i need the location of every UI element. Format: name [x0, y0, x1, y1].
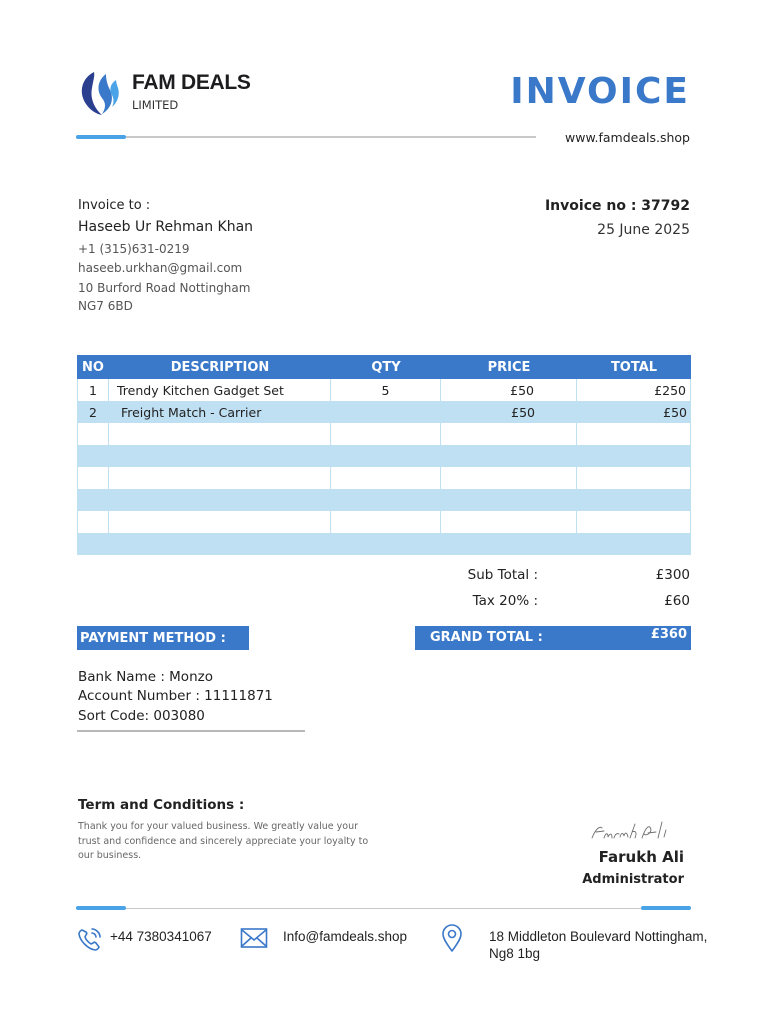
row-price	[441, 467, 577, 489]
row-no: 1	[77, 379, 109, 401]
grand-total-bar	[415, 626, 691, 650]
signatory-name: Farukh Ali	[598, 848, 684, 866]
row-qty	[331, 467, 441, 489]
footer-email[interactable]: Info@famdeals.shop	[283, 929, 408, 944]
row-no	[77, 445, 109, 467]
signatory-role: Administrator	[582, 872, 684, 887]
row-price: £50	[441, 379, 577, 401]
row-description	[109, 489, 331, 511]
row-total	[577, 423, 691, 445]
footer-phone[interactable]: +44 7380341067	[110, 929, 212, 944]
header-divider-accent	[76, 135, 126, 139]
footer-divider-accent-left	[76, 906, 126, 910]
row-qty	[331, 533, 441, 555]
row-qty	[331, 423, 441, 445]
account-number: Account Number : 11111871	[78, 688, 273, 704]
row-no	[77, 533, 109, 555]
sort-code: Sort Code: 003080	[78, 708, 205, 724]
company-name: FAM DEALS	[132, 71, 251, 94]
row-description	[109, 533, 331, 555]
table-row	[77, 379, 691, 401]
location-pin-icon	[440, 923, 464, 953]
bill-to-address-line1: 10 Burford Road Nottingham	[78, 281, 251, 295]
header-price: PRICE	[487, 359, 531, 375]
row-description: Freight Match - Carrier	[117, 404, 262, 420]
table-header	[77, 355, 691, 379]
row-description	[109, 467, 331, 489]
invoice-number: Invoice no : 37792	[544, 198, 690, 214]
row-qty	[331, 445, 441, 467]
bill-to-label: Invoice to :	[78, 198, 151, 213]
row-total: £50	[663, 404, 687, 420]
row-qty: 5	[331, 379, 441, 401]
items-table	[77, 355, 691, 555]
mail-icon	[240, 927, 268, 949]
row-no	[77, 467, 109, 489]
row-no	[77, 511, 109, 533]
row-no	[77, 489, 109, 511]
footer-address-line2: Ng8 1bg	[489, 946, 541, 961]
table-row	[77, 489, 691, 511]
row-total	[577, 467, 691, 489]
document-title: INVOICE	[510, 71, 690, 112]
invoice-date: 25 June 2025	[597, 222, 690, 238]
row-price: £50	[511, 404, 535, 420]
company-website[interactable]: www.famdeals.shop	[565, 130, 690, 145]
table-row	[77, 401, 691, 423]
grand-total-value: £360	[650, 627, 687, 642]
row-no	[77, 423, 109, 445]
row-price	[441, 489, 577, 511]
table-row	[77, 533, 691, 555]
row-price	[441, 423, 577, 445]
subtotal-value: £300	[655, 567, 690, 583]
company-subtitle: LIMITED	[132, 98, 179, 112]
bill-to-phone: +1 (315)631-0219	[78, 242, 190, 256]
row-description	[109, 445, 331, 467]
table-row	[77, 423, 691, 445]
bill-to-address-line2: NG7 6BD	[78, 299, 133, 313]
header-no: NO	[82, 359, 104, 375]
bank-name: Bank Name : Monzo	[78, 669, 213, 685]
header-description: DESCRIPTION	[170, 359, 270, 375]
signature	[588, 818, 692, 846]
payment-method-heading: PAYMENT METHOD :	[77, 626, 249, 650]
table-row	[77, 511, 691, 533]
table-row	[77, 467, 691, 489]
row-price	[441, 445, 577, 467]
phone-icon	[76, 925, 104, 953]
bank-divider	[77, 730, 305, 732]
footer-divider	[76, 908, 691, 909]
table-row	[77, 445, 691, 467]
row-total	[577, 511, 691, 533]
row-total	[577, 445, 691, 467]
grand-total-label: GRAND TOTAL :	[430, 630, 543, 645]
row-qty	[331, 401, 441, 423]
row-price	[441, 533, 577, 555]
row-description: Trendy Kitchen Gadget Set	[109, 379, 331, 401]
row-description	[109, 511, 331, 533]
terms-title: Term and Conditions :	[78, 797, 245, 813]
row-total: £250	[577, 379, 691, 401]
footer-address-line1: 18 Middleton Boulevard Nottingham,	[489, 929, 708, 944]
bill-to-email: haseeb.urkhan@gmail.com	[78, 261, 243, 275]
terms-text: Thank you for your valued business. We greatly value your trust and confidence and sincerely appreciate your loyalty to our business.	[78, 821, 369, 861]
tax-value: £60	[664, 593, 690, 609]
row-no: 2	[89, 404, 97, 420]
tax-label: Tax 20% :	[472, 593, 538, 609]
row-qty	[331, 511, 441, 533]
header-qty: QTY	[371, 359, 401, 375]
row-qty	[331, 489, 441, 511]
header-total: TOTAL	[610, 359, 658, 375]
footer-divider-accent-right	[641, 906, 691, 910]
company-logo	[76, 70, 122, 116]
row-price	[441, 511, 577, 533]
row-total	[577, 533, 691, 555]
subtotal-label: Sub Total :	[467, 567, 538, 583]
bill-to-name: Haseeb Ur Rehman Khan	[78, 219, 254, 235]
row-total	[577, 489, 691, 511]
header-divider	[76, 136, 536, 138]
row-description	[109, 423, 331, 445]
